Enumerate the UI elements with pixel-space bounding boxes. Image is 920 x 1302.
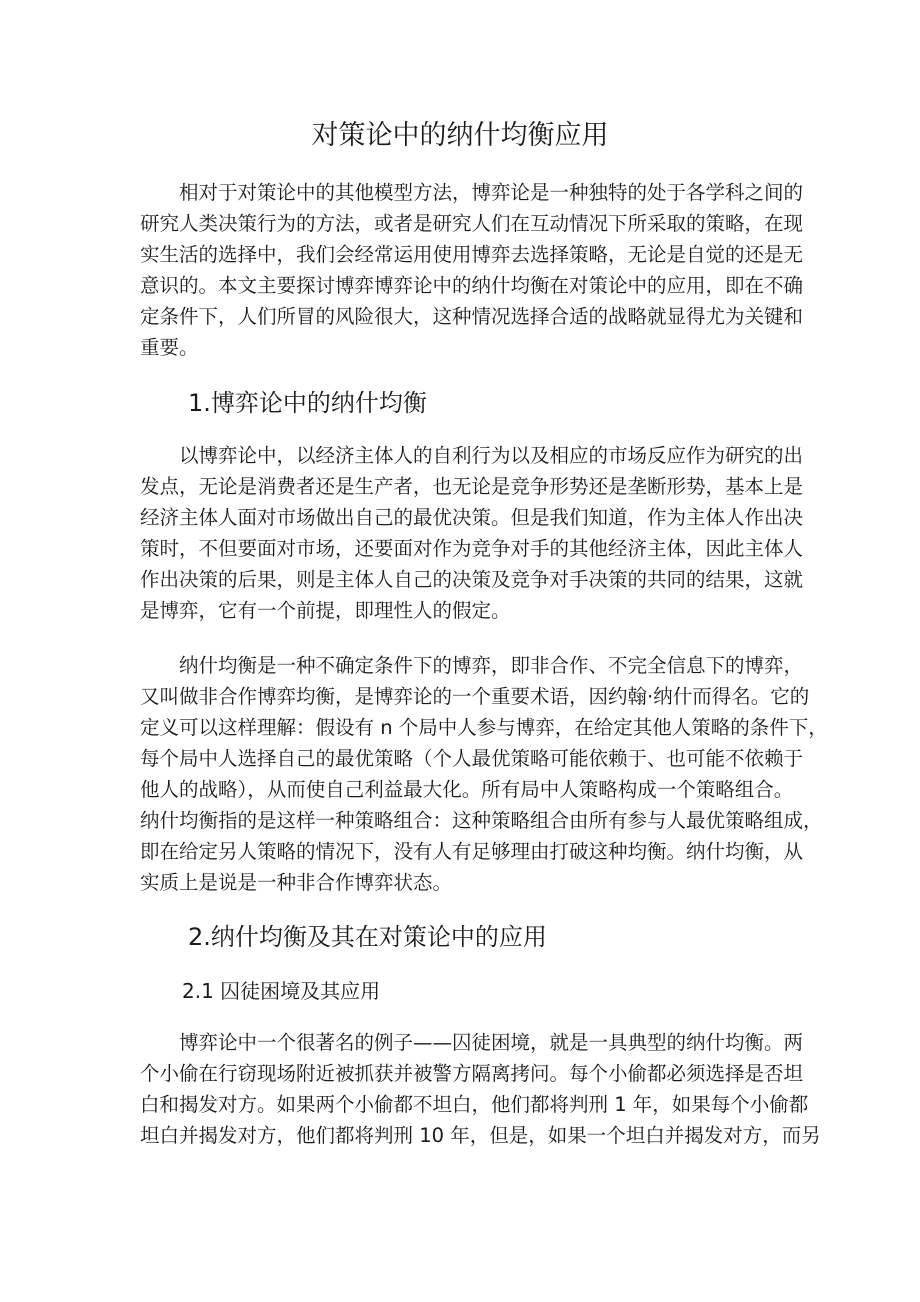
subsection-2-1-heading: 2.1 囚徒困境及其应用: [182, 979, 381, 1003]
text-line: 以博弈论中，以经济主体人的自利行为以及相应的市场反应作为研究的出: [179, 444, 804, 467]
text-line: 即在给定另人策略的情况下，没有人有足够理由打破这种均衡。纳什均衡，从: [140, 840, 804, 863]
text-line: 博弈论中一个很著名的例子——囚徒困境，就是一具典型的纳什均衡。两: [179, 1031, 804, 1054]
text-line: 定义可以这样理解：假设有 n 个局中人参与博弈，在给定其他人策略的条件下，: [140, 716, 828, 739]
text-line: 作出决策的后果，则是主体人自己的决策及竞争对手决策的共同的结果，这就: [140, 568, 804, 591]
text-line: 定条件下，人们所冒的风险很大，这种情况选择合适的战略就显得尤为关键和: [140, 305, 804, 328]
text-line: 经济主体人面对市场做出自己的最优决策。但是我们知道，作为主体人作出决: [140, 506, 804, 529]
text-line: 纳什均衡是一种不确定条件下的博弈，即非合作、不完全信息下的博弈，: [179, 654, 804, 677]
text-line: 相对于对策论中的其他模型方法，博弈论是一种独特的处于各学科之间的: [179, 181, 804, 204]
text-line: 策时，不但要面对市场，还要面对作为竞争对手的其他经济主体，因此主体人: [140, 537, 804, 560]
text-line: 坦白并揭发对方，他们都将判刑 10 年，但是，如果一个坦白并揭发对方，而另: [140, 1124, 821, 1147]
section-1-paragraph-1: [140, 440, 804, 626]
text-line: 个小偷在行窃现场附近被抓获并被警方隔离拷问。每个小偷都必须选择是否坦: [140, 1062, 804, 1085]
section-1-heading: 1.博弈论中的纳什均衡: [188, 389, 427, 417]
document-title: 对策论中的纳什均衡应用: [311, 120, 609, 151]
section-1-paragraph-2: [140, 650, 828, 898]
text-line: 纳什均衡指的是这样一种策略组合：这种策略组合由所有参与人最优策略组成，: [140, 809, 823, 832]
text-line: 研究人类决策行为的方法，或者是研究人们在互动情况下所采取的策略，在现: [140, 212, 804, 235]
text-line: 重要。: [140, 336, 199, 359]
section-2-heading: 2.纳什均衡及其在对策论中的应用: [188, 923, 547, 951]
intro-paragraph: [140, 177, 804, 363]
text-line: 是博弈，它有一个前提，即理性人的假定。: [140, 599, 511, 622]
text-line: 实质上是说是一种非合作博弈状态。: [140, 871, 453, 894]
text-line: 又叫做非合作博弈均衡，是博弈论的一个重要术语，因约翰·纳什而得名。它的: [140, 685, 810, 708]
text-line: 意识的。本文主要探讨博弈博弈论中的纳什均衡在对策论中的应用，即在不确: [140, 274, 804, 297]
text-line: 发点，无论是消费者还是生产者，也无论是竞争形势还是垄断形势，基本上是: [140, 475, 804, 498]
text-line: 白和揭发对方。如果两个小偷都不坦白，他们都将判刑 1 年，如果每个小偷都: [140, 1093, 809, 1116]
text-line: 每个局中人选择自己的最优策略（个人最优策略可能依赖于、也可能不依赖于: [140, 747, 804, 770]
text-line: 实生活的选择中，我们会经常运用使用博弈去选择策略，无论是自觉的还是无: [140, 243, 804, 266]
text-line: 他人的战略），从而使自己利益最大化。所有局中人策略构成一个策略组合。: [140, 778, 794, 801]
subsection-2-1-paragraph-1: [140, 1027, 821, 1151]
